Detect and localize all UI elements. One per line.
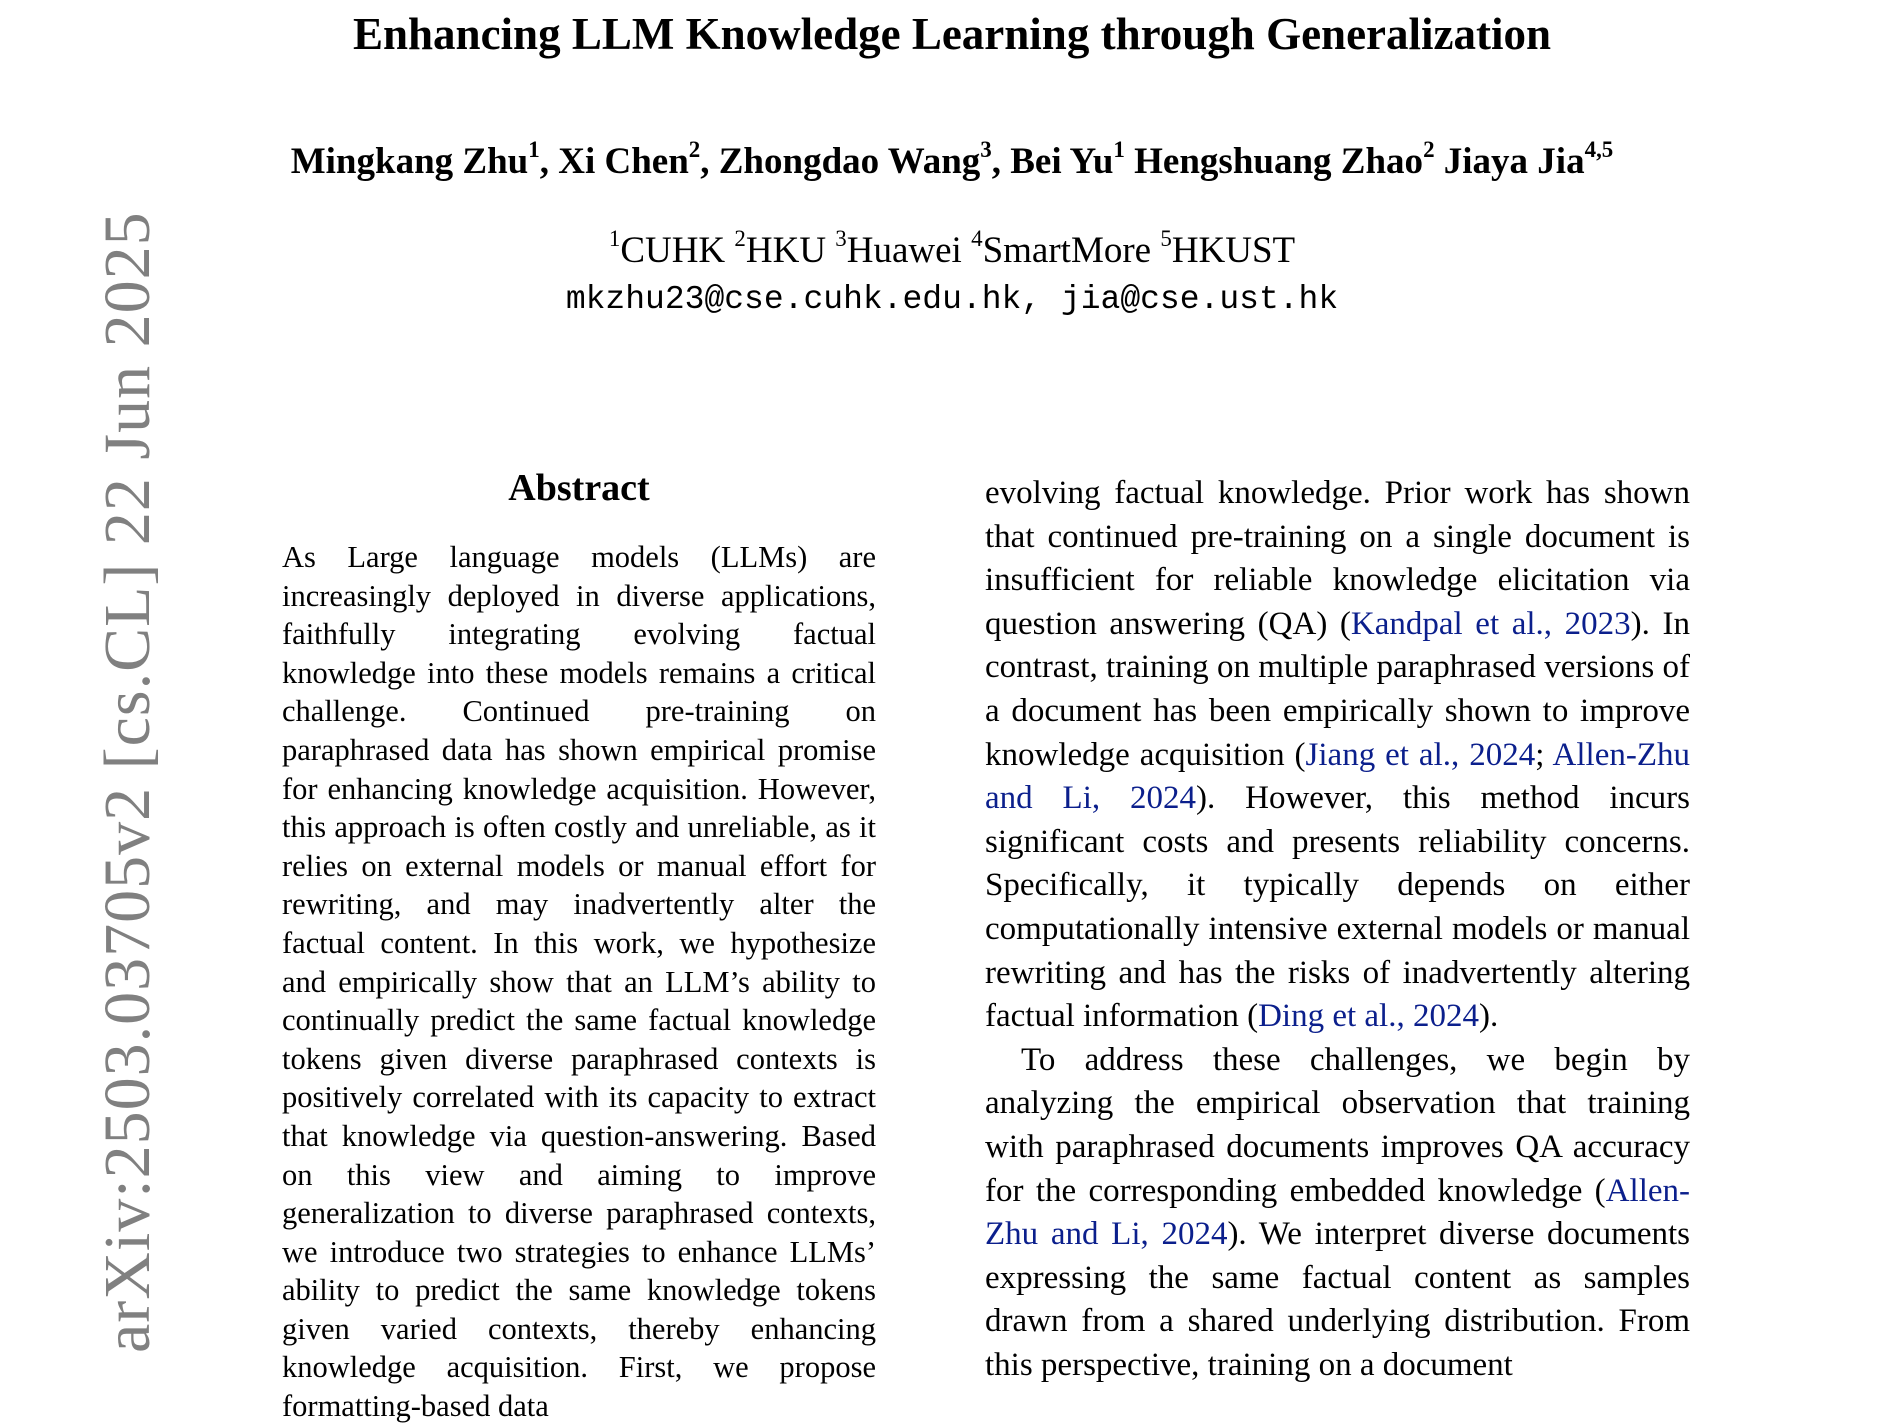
author-emails: mkzhu23@cse.cuhk.edu.hk, jia@cse.ust.hk xyxy=(565,281,1339,318)
author: Mingkang Zhu$^1$, xyxy=(290,136,559,182)
author: Bei Yu$^1$ xyxy=(1010,136,1125,182)
intro-paragraph: To address these challenges, we begin by analyzing the empirical observation that training with paraphrased documents improves QA accuracy for the corresponding embedded knowledge (Allen-Zhu and Li, 2024). We interpret diverse documents expressing the same factual content as samples drawn from a shared underlying distribution. From this perspective, training on a document xyxy=(985,1041,1691,1383)
citation-link[interactable]: Kandpal et al., 2023 xyxy=(1350,605,1631,642)
citation-link[interactable]: Allen-Zhu and Li, 2024 xyxy=(985,736,1690,817)
abstract-text: As Large language models (LLMs) are increasingly deployed in diverse applications, faithfully integrating evolving factual knowledge into these models remains a critical challenge. Continued pre-training on paraphrased data has shown empirical promise for enhancing knowledge acquisition. However, this approach is often costly and unreliable, as it relies on external models or manual effort for rewriting, and may inadvertently alter the factual content. In this work, we hypothesize and empirically show that an LLM’s ability to continually predict the same factual knowledge tokens given diverse paraphrased contexts is positively correlated with its capacity to extract that knowledge via question-answering. Based on this view and aiming to improve generalization to diverse paraphrased contexts, we introduce two strategies to enhance LLMs’ ability to predict the same knowledge tokens given varied contexts, thereby enhancing knowledge acquisition. First, we propose formatting-based data xyxy=(282,540,876,1424)
arxiv-stamp: arXiv:2503.03705v2 [cs.CL] 22 Jun 2025 xyxy=(91,211,164,1353)
affiliation: $^5$HKUST xyxy=(1160,225,1296,271)
affiliation: $^2$HKU xyxy=(734,225,827,271)
intro-column xyxy=(985,472,1691,1383)
citation-link[interactable]: Jiang et al., 2024 xyxy=(1305,736,1536,773)
abstract-body xyxy=(282,538,876,1424)
affiliation: $^4$SmartMore xyxy=(971,225,1152,271)
author: Xi Chen$^2$, xyxy=(558,136,719,182)
affiliation: $^3$Huawei xyxy=(835,225,962,271)
author-list xyxy=(0,136,1904,183)
citation-link[interactable]: Ding et al., 2024 xyxy=(1258,998,1479,1035)
author: Jiaya Jia$^{4,5}$ xyxy=(1443,136,1614,182)
affiliation: $^1$CUHK xyxy=(608,225,726,271)
author: Zhongdao Wang$^3$, xyxy=(718,136,1011,182)
intro-paragraph: evolving factual knowledge. Prior work has shown that continued pre-training on a single document is insufficient for reliable knowledge elicitation via question answering (QA) (Kandpal et al., 2023). In contrast, training on multiple paraphrased versions of a document has been empirically shown to improve knowledge acquisition (Jiang et al., 2024; Allen-Zhu and Li, 2024). However, this method incurs significant costs and presents reliability concerns. Specifically, it typically depends on either computationally intensive external models or manual rewriting and has the risks of inadvertently altering factual information (Ding et al., 2024). xyxy=(985,475,1690,1035)
paper-title: Enhancing LLM Knowledge Learning through Generalization xyxy=(352,9,1552,59)
affiliations xyxy=(0,225,1904,272)
author: Hengshuang Zhao$^2$ xyxy=(1134,136,1435,182)
citation-link[interactable]: Allen-Zhu and Li, 2024 xyxy=(985,1172,1690,1253)
abstract-heading: Abstract xyxy=(508,467,650,509)
